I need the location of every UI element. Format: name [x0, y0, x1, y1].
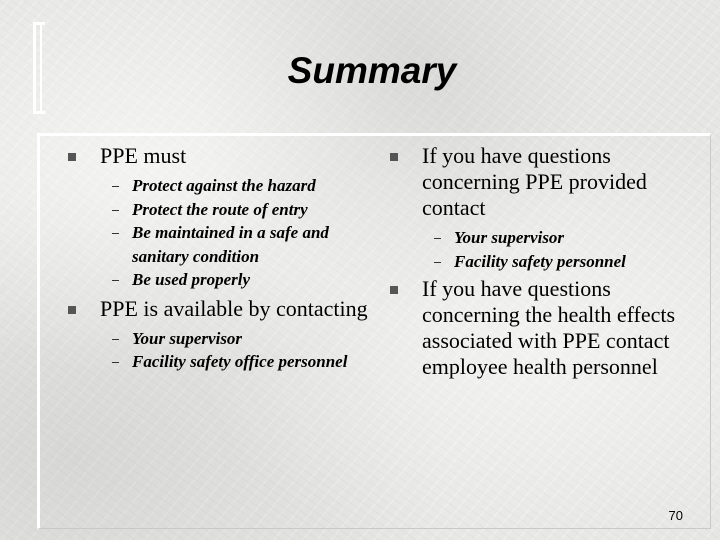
sub-bullet-text: Facility safety office personnel	[132, 352, 348, 371]
sub-bullet-item	[62, 221, 372, 268]
dash-bullet-icon	[112, 210, 119, 211]
square-bullet-icon	[390, 286, 398, 294]
bullet-text: PPE is available by contacting	[100, 295, 368, 321]
bullet-item	[62, 143, 372, 169]
dash-bullet-icon	[112, 233, 119, 234]
dash-bullet-icon	[112, 362, 119, 363]
sub-bullet-item	[62, 268, 372, 292]
sub-bullet-text: Protect against the hazard	[132, 176, 316, 195]
page-number: 70	[668, 508, 683, 523]
dash-bullet-icon	[112, 280, 119, 281]
left-column	[62, 141, 372, 374]
sub-bullet-item	[62, 350, 372, 374]
sub-bullet-item	[62, 198, 372, 222]
square-bullet-icon	[68, 153, 76, 161]
dash-bullet-icon	[112, 186, 119, 187]
bullet-item	[384, 276, 684, 380]
sub-bullet-text: Your supervisor	[454, 228, 565, 247]
sub-bullet-item	[384, 226, 684, 250]
sub-bullet-text: Your supervisor	[132, 328, 243, 348]
slide-title: Summary	[287, 50, 457, 91]
bullet-item	[62, 296, 372, 322]
dash-bullet-icon	[434, 262, 441, 263]
dash-bullet-icon	[434, 238, 441, 239]
bullet-text: If you have questions concerning the health effects associated with PPE contact employee health personnel	[422, 276, 676, 379]
sub-bullet-text: Protect the route of entry	[132, 199, 308, 219]
bullet-text: If you have questions concerning PPE provided contact	[422, 143, 647, 220]
sub-bullet-item	[62, 174, 372, 198]
bullet-item	[384, 143, 684, 221]
square-bullet-icon	[390, 153, 398, 161]
sub-bullet-text: Facility safety personnel	[454, 251, 626, 271]
sub-bullet-item	[62, 327, 372, 351]
square-bullet-icon	[68, 306, 76, 314]
sub-bullet-text: Be used properly	[132, 270, 251, 289]
dash-bullet-icon	[112, 339, 119, 340]
sub-bullet-item	[384, 250, 684, 274]
bullet-text: PPE must	[100, 143, 187, 168]
sub-bullet-text: Be maintained in a safe and sanitary condition	[132, 223, 329, 266]
right-column	[384, 141, 684, 380]
